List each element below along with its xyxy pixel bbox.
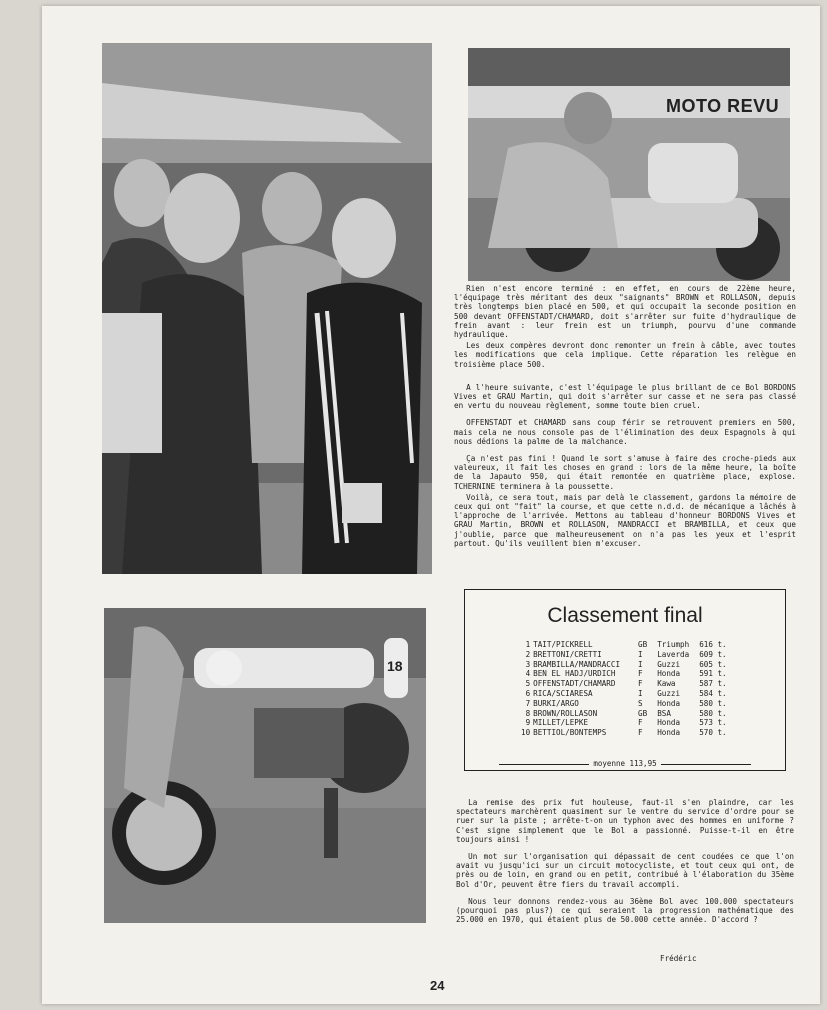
classement-cell-laps: 573 t. xyxy=(699,718,727,728)
photo-rider-on-motorcycle-icon xyxy=(468,48,790,281)
classement-cell-make: Triumph xyxy=(657,640,690,649)
classement-cell-pos: 1 xyxy=(525,640,531,649)
classement-cell-nat: F xyxy=(638,669,643,679)
classement-rows xyxy=(521,640,731,738)
classement-cell-laps: 616 t. xyxy=(699,640,727,649)
article-paragraph: La remise des prix fut houleuse, faut-il s'en plaindre, car les spectateurs marchèrent quasiment sur le ventre du service d'ordre pour se ruer sur la piste ; arrête-t-on un typhon avec des hommes en uniforme ? C'est signe simplement que le Bol a passionné. Puisse-t-il en être toujours ainsi ! xyxy=(456,798,794,844)
classement-cell-make: Honda xyxy=(657,718,681,728)
classement-row xyxy=(521,679,731,689)
classement-row xyxy=(521,728,731,738)
classement-cell-make: Honda xyxy=(657,669,681,679)
classement-cell-laps: 609 t. xyxy=(699,649,727,659)
classement-cell-riders: MILLET/LEPKE xyxy=(533,718,589,728)
classement-row xyxy=(521,660,731,670)
classement-cell-riders: BRAMBILLA/MANDRACCI xyxy=(533,659,621,669)
classement-cell-make: Laverda xyxy=(657,649,690,659)
classement-cell-nat: S xyxy=(638,698,643,708)
classement-cell-riders: OFFENSTADT/CHAMARD xyxy=(533,679,616,689)
classement-cell-riders: BEN EL HADJ/URDICH xyxy=(533,669,616,679)
classement-cell-make: BSA xyxy=(657,708,671,718)
classement-row xyxy=(521,669,731,679)
classement-cell-pos: 9 xyxy=(525,718,531,728)
race-number: 18 xyxy=(387,658,403,674)
article-paragraph: Voilà, ce sera tout, mais par delà le classement, gardons la mémoire de ceux qui ont "fait" la course, et que cette n.d.d. de mécanique a lâchés à l'approche de l'arrivée. Mettons au tableau d'honneur BORDONS Vives et GRAU Martin, BROWN et ROLLASON, MANDRACCI et BRAMBILLA, et ceux que j'oublie, parce que malheureusement on n'a pas les yeux et l'esprit partout. Qu'ils veuillent bien m'excuser. xyxy=(454,492,796,548)
classement-cell-pos: 2 xyxy=(525,649,531,659)
page-number: 24 xyxy=(430,978,445,993)
article-paragraph: Nous leur donnons rendez-vous au 36ème Bol avec 100.000 spectateurs (pourquoi pas plus?) ce qui seraient la progression mathématique des 25.000 en 1970, qui étaient plus de 50.000 cette année. D'accord ? xyxy=(456,896,794,925)
classement-cell-make: Guzzi xyxy=(657,659,681,669)
classement-cell-laps: 570 t. xyxy=(699,728,727,738)
classement-cell-nat: I xyxy=(638,649,643,659)
classement-cell-nat: GB xyxy=(638,640,648,649)
classement-cell-riders: BROWN/ROLLASON xyxy=(533,708,598,718)
article-paragraph: Ça n'est pas fini ! Quand le sort s'amuse à faire des croche-pieds aux valeureux, il fait les choses en grand : lors de la même heure, la boîte de la Japauto 950, qui était remontée en quatrième place, explose. TCHERNINE terminera à la poussette. xyxy=(454,454,796,491)
classement-row xyxy=(521,709,731,719)
classement-cell-nat: F xyxy=(638,728,643,738)
author-signature: Frédéric xyxy=(660,954,697,963)
classement-cell-laps: 584 t. xyxy=(699,688,727,698)
classement-table xyxy=(521,640,731,738)
classement-cell-laps: 587 t. xyxy=(699,679,727,689)
classement-final-box xyxy=(464,589,786,771)
classement-cell-make: Honda xyxy=(657,728,681,738)
moyenne-label: moyenne 113,95 xyxy=(465,759,785,768)
classement-cell-make: Guzzi xyxy=(657,688,681,698)
classement-cell-nat: I xyxy=(638,688,643,698)
article-paragraph: Un mot sur l'organisation qui dépassait de cent coudées ce que l'on avait vu jusqu'ici sur un circuit motocycliste, et tout ceux qui ont, de près ou de loin, en grand ou en petit, contribué à l'élaboration du 35ème Bol d'Or, peuvent être fiers du travail accompli. xyxy=(456,852,794,889)
classement-cell-laps: 591 t. xyxy=(699,669,727,679)
classement-row xyxy=(521,718,731,728)
classement-cell-nat: F xyxy=(638,718,643,728)
classement-cell-nat: I xyxy=(638,659,643,669)
classement-cell-make: Honda xyxy=(657,698,681,708)
article-paragraph: A l'heure suivante, c'est l'équipage le plus brillant de ce Bol BORDONS Vives et GRAU Martin, qui doit s'arrêter sur casse et ne sera pas classé en vertu du nouveau règlement, somme toute bien cruel. xyxy=(454,382,796,411)
magazine-page xyxy=(42,6,820,1004)
article-bottom xyxy=(456,798,794,932)
article-paragraph: OFFENSTADT et CHAMARD sans coup férir se retrouvent premiers en 500, mais cela ne nous console pas de l'élimination des deux Espagnols à qui nous dédions la palme de la malchance. xyxy=(454,418,796,446)
classement-cell-pos: 5 xyxy=(525,679,531,689)
classement-title: Classement final xyxy=(547,604,703,627)
photo-parked-motorcycle xyxy=(104,608,426,923)
classement-row xyxy=(521,699,731,709)
classement-row xyxy=(521,650,731,660)
classement-row xyxy=(521,640,731,650)
article-paragraph: Rien n'est encore terminé : en effet, en cours de 22ème heure, l'équipage très méritant des deux "saignants" BROWN et ROLLASON, depuis très longtemps bien placé en 500, et qui occupait la seconde position en 500 devant OFFENSTADT/CHAMARD, doit s'arrêter sur fuite d'hydraulique de frein avant : leur frein est un triumph, pourvu d'une commande hydraulique. xyxy=(454,284,796,340)
classement-cell-riders: RICA/SCIARESA xyxy=(533,688,593,698)
classement-cell-nat: F xyxy=(638,679,643,689)
photo-riders-portrait xyxy=(102,43,432,574)
classement-cell-pos: 4 xyxy=(525,669,531,679)
classement-cell-pos: 10 xyxy=(521,728,531,738)
classement-row xyxy=(521,689,731,699)
photo-riders-portrait-icon xyxy=(102,43,432,574)
article-top xyxy=(454,284,796,556)
classement-cell-riders: TAIT/PICKRELL xyxy=(533,640,593,649)
classement-cell-riders: BRETTONI/CRETTI xyxy=(533,649,602,659)
classement-cell-pos: 7 xyxy=(525,698,531,708)
classement-cell-pos: 3 xyxy=(525,659,531,669)
article-paragraph: Les deux compères devront donc remonter un frein à câble, avec toutes les modifications que cela implique. Cette réparation les relègue en troisième place 500. xyxy=(454,341,796,369)
photo-rider-on-motorcycle xyxy=(468,48,790,281)
classement-cell-laps: 605 t. xyxy=(699,659,727,669)
classement-cell-nat: GB xyxy=(638,708,648,718)
classement-cell-pos: 8 xyxy=(525,708,531,718)
classement-cell-riders: BURKI/ARGO xyxy=(533,698,579,708)
classement-cell-pos: 6 xyxy=(525,688,531,698)
classement-cell-make: Kawa xyxy=(657,679,676,689)
banner-text: MOTO REVU xyxy=(666,96,780,116)
classement-cell-riders: BETTIOL/BONTEMPS xyxy=(533,728,607,738)
classement-cell-laps: 580 t. xyxy=(699,698,727,708)
classement-cell-laps: 580 t. xyxy=(699,708,727,718)
photo-parked-motorcycle-icon xyxy=(104,608,426,923)
